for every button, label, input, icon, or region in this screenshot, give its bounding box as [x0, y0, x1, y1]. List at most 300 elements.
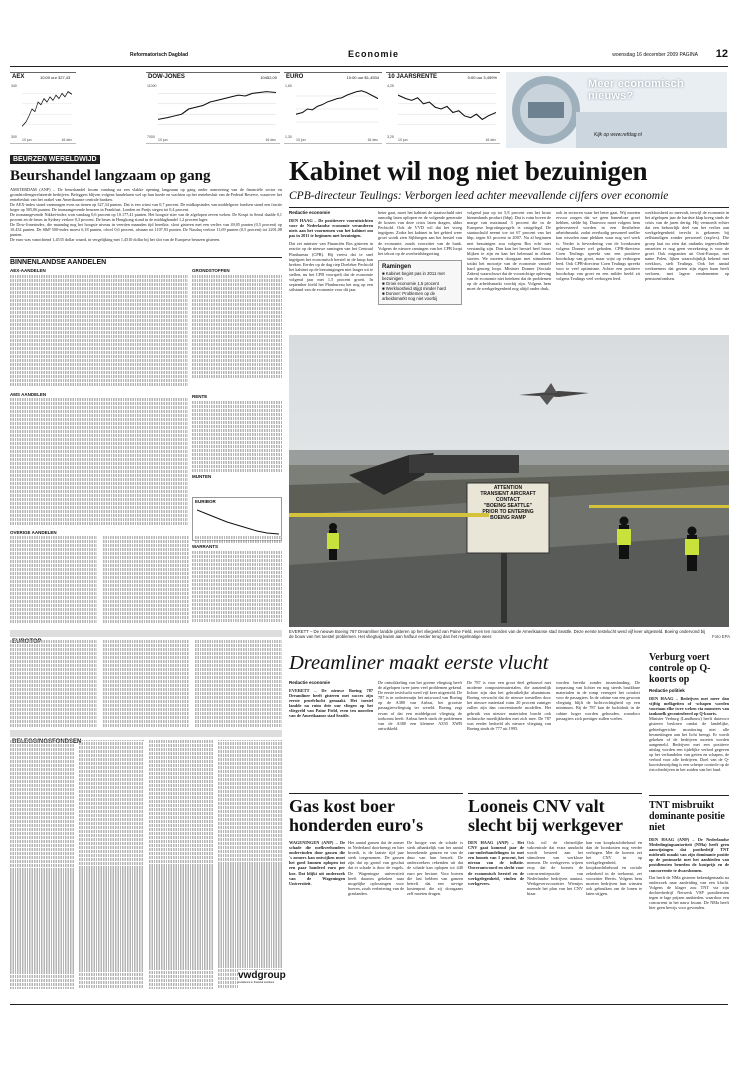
table-row	[10, 600, 97, 603]
table-row	[10, 359, 188, 362]
y-tick: 3,25	[387, 135, 394, 139]
table-row	[79, 985, 143, 988]
table-row	[149, 923, 213, 926]
ramingen-item: ■ Werkloosheid stijgt minder hard	[382, 285, 446, 291]
table-row	[10, 347, 188, 350]
page-date: woensdag 16 december 2009 PAGINA	[612, 52, 698, 58]
table-row	[218, 889, 282, 892]
main-headline: Kabinet wil nog niet bezuinigen	[289, 156, 648, 186]
table-row	[149, 911, 213, 914]
table-row	[10, 454, 188, 457]
table-row	[10, 644, 97, 647]
table-row	[192, 579, 282, 582]
table-row	[10, 482, 188, 485]
main-col-4	[556, 210, 640, 330]
table-row	[10, 572, 97, 575]
chart-plot	[398, 83, 496, 135]
table-row	[10, 564, 97, 567]
table-row	[10, 327, 188, 330]
table-row	[218, 893, 282, 896]
table-row	[79, 889, 143, 892]
eurotop-table	[10, 640, 282, 728]
photo-image	[289, 335, 729, 627]
table-row	[10, 792, 74, 795]
table-row	[103, 684, 190, 687]
table-row	[195, 684, 282, 687]
table-row	[103, 564, 190, 567]
table-row	[103, 600, 190, 603]
chart-value: 10:00 uur $1,4534	[346, 75, 379, 80]
table-row	[192, 417, 282, 420]
table-row	[192, 283, 282, 286]
table-row	[103, 652, 190, 655]
table-row	[218, 774, 282, 777]
chart-aex	[10, 72, 76, 144]
dreamliner-photo	[289, 335, 729, 627]
table-row	[10, 576, 97, 579]
table-row	[192, 303, 282, 306]
table-row	[79, 897, 143, 900]
table-row	[218, 802, 282, 805]
table-row	[218, 953, 282, 956]
main-col-5	[645, 210, 729, 330]
markets-paragraph: De AEX-index stond vanmorgen even na tienen op 327,34 punten. Dat is een winst van 0,7 procent. De midkapsindex van middelgrote fondsen stond een fractie hoger op 505,06 punten. De toonaangevende beurzen in Frankfurt, Londen en Parijs stegen tot 0,4 procent.	[10, 202, 282, 212]
table-row	[218, 770, 282, 773]
table-row	[192, 295, 282, 298]
table-row	[103, 712, 190, 715]
table-row	[103, 536, 190, 539]
euribor-line	[197, 506, 279, 538]
table-row	[79, 881, 143, 884]
table-row	[79, 742, 143, 745]
table-row	[103, 668, 190, 671]
table-row	[10, 335, 188, 338]
warrants-title: WARRANTS	[192, 544, 218, 549]
ad-footer[interactable]: Kijk op www.refdag.nl	[594, 132, 642, 138]
table-row	[192, 599, 282, 602]
table-row	[192, 291, 282, 294]
table-row	[10, 824, 74, 827]
sidebar-tnt	[649, 800, 729, 1000]
q-body: Minister Verburg (Landbouw) heeft daarvoor gisteren besloten omdat de landelijke, gebiedsgerichte monitoring niet alle besmettingen aan het licht brengt. Er wordt gekeken of de bedrijven moeten worden aangemeld. Bedrijven met een positieve uitslag worden een tijdelijke verbod gegeven op het verhandelen van geiten en schapen, de verbod voor alle bedrijven. Doel van de Q-koortsbestrijding is een scherpe controle op de risicobedrijven in het zuiden van het land.	[649, 716, 729, 773]
table-row	[149, 760, 213, 763]
table-row	[218, 949, 282, 952]
table-row	[10, 311, 188, 314]
ams-table	[10, 398, 188, 528]
table-row	[10, 490, 188, 493]
table-row	[149, 784, 213, 787]
table-row	[10, 784, 74, 787]
y-tick: 300	[11, 135, 17, 139]
table-row	[195, 664, 282, 667]
table-row	[149, 780, 213, 783]
table-row	[149, 951, 213, 954]
gas-col-2	[348, 840, 404, 998]
table-row	[218, 834, 282, 837]
table-row	[195, 704, 282, 707]
table-row	[103, 568, 190, 571]
table-row	[192, 465, 282, 468]
table-row	[10, 708, 97, 711]
table-row	[192, 405, 282, 408]
table-row	[218, 913, 282, 916]
table-row	[10, 951, 74, 954]
table-row	[10, 375, 188, 378]
cnv-col-1	[468, 840, 524, 998]
table-row	[192, 371, 282, 374]
table-row	[10, 868, 74, 871]
table-row	[10, 315, 188, 318]
sidebar-q-koorts	[649, 652, 729, 792]
table-row	[10, 656, 97, 659]
table-row	[192, 571, 282, 574]
markets-headline: Beurshandel langzaam op gang	[10, 168, 211, 184]
table-row	[192, 559, 282, 562]
table-row	[10, 608, 97, 611]
table-row	[103, 708, 190, 711]
table-row	[10, 927, 74, 930]
dreamliner-col-2	[378, 680, 462, 790]
table-row	[10, 852, 74, 855]
x-tick: 16 dec	[485, 138, 496, 142]
table-row	[103, 548, 190, 551]
table-row	[10, 915, 74, 918]
table-row	[195, 700, 282, 703]
dreamliner-col-1	[289, 680, 373, 790]
table-row	[103, 540, 190, 543]
sign-line: TRANSIENT AIRCRAFT	[480, 491, 536, 497]
table-row	[149, 764, 213, 767]
table-row	[192, 619, 282, 622]
table-row	[195, 668, 282, 671]
table-row	[10, 668, 97, 671]
table-row	[149, 840, 213, 843]
table-row	[10, 604, 97, 607]
table-row	[192, 445, 282, 448]
table-row	[10, 800, 74, 803]
table-row	[218, 917, 282, 920]
chart-plot	[296, 83, 378, 135]
table-row	[79, 770, 143, 773]
table-row	[218, 957, 282, 960]
table-row	[195, 656, 282, 659]
table-row	[10, 788, 74, 791]
table-row	[218, 941, 282, 944]
table-row	[10, 812, 74, 815]
x-tick: 10 jun	[296, 138, 306, 142]
table-row	[10, 748, 74, 751]
binnenland-title: BINNENLANDSE AANDELEN	[10, 259, 107, 266]
table-row	[103, 660, 190, 663]
table-row	[10, 323, 188, 326]
table-row	[192, 425, 282, 428]
table-row	[10, 502, 188, 505]
table-row	[195, 692, 282, 695]
eurotop-band	[10, 630, 282, 637]
table-row	[10, 287, 188, 290]
rente-table	[192, 394, 282, 494]
table-row	[10, 975, 74, 978]
ramingen-item: ■ Donner: Problemen op de arbeidsmarkt nog niet voorbij	[382, 290, 438, 301]
table-row	[149, 903, 213, 906]
table-row	[149, 931, 213, 934]
table-row	[195, 676, 282, 679]
table-row	[195, 724, 282, 727]
table-row	[218, 838, 282, 841]
table-row	[10, 307, 188, 310]
main-text-col3: volgend jaar op tot 5,8 procent van het bruto binnenlands product (bbp). Dat is ruim boven de marge van maximaal 3 procent die in de Europese begrotingsregels is vastgelegd. De staatsschuld neemt toe tot 67 procent van het bbp, tegen 63 procent in 2007. Nu al beginnen met bezuinigen zou volgens Bos echt niet verstandig zijn. Dan kan het herstel heel broos blijken te zijn en kan het helemaal in elkaar storten. We moeten doorgaan met stimuleren totdat het motortje van de economie vanzelf hard genoeg loopt. Minister Donner (Sociale Zaken) waarschuwt dat de voorzichtige opleving van de economie niet betekent dat de problemen op de arbeidsmarkt voorbij zijn. Volgens hem moet de werkgelegenheid nog altijd onder druk,	[467, 210, 551, 292]
table-row	[103, 676, 190, 679]
header-rule	[10, 66, 728, 67]
newspaper-name: Reformatorisch Dagblad	[130, 52, 189, 58]
table-row	[10, 406, 188, 409]
table-row	[10, 923, 74, 926]
markets-story	[10, 148, 282, 242]
y-tick: 1,60	[285, 84, 292, 88]
table-row	[218, 790, 282, 793]
main-col-3	[467, 210, 551, 330]
table-row	[149, 832, 213, 835]
table-row	[79, 786, 143, 789]
x-tick: 16 dec	[265, 138, 276, 142]
table-row	[79, 973, 143, 976]
rente-title: RENTE	[192, 394, 208, 399]
table-row	[192, 307, 282, 310]
y-tick: 4,25	[387, 84, 394, 88]
dreamliner-col-4	[556, 680, 640, 790]
table-row	[149, 979, 213, 982]
table-row	[149, 971, 213, 974]
table-row	[10, 540, 97, 543]
chart-title: DOW-JONES	[148, 74, 185, 80]
tnt-body: Dat heeft de NMa gisteren bekendgemaakt na onderzoek naar aanleiding van een klacht. Volgens de klager zou TNT via zijn dochterbedrijf Netwerk VSP postdiensten tegen te lage prijzen aanbieden, waardoor een concurrent in het nauw kwam. De NMa heeft hier geen bewijs voor gevonden.	[649, 874, 729, 911]
aex-table	[10, 275, 188, 390]
table-row	[192, 595, 282, 598]
table-row	[195, 640, 282, 643]
table-row	[218, 742, 282, 745]
table-row	[218, 766, 282, 769]
table-row	[195, 680, 282, 683]
table-row	[79, 814, 143, 817]
table-row	[218, 786, 282, 789]
table-row	[79, 893, 143, 896]
table-row	[79, 842, 143, 845]
dreamliner-byline: Redactie economie	[289, 680, 331, 685]
table-row	[192, 279, 282, 282]
table-row	[103, 604, 190, 607]
table-row	[10, 588, 97, 591]
table-row	[192, 461, 282, 464]
table-row	[218, 881, 282, 884]
table-row	[103, 544, 190, 547]
x-tick: 10 jun	[398, 138, 408, 142]
main-byline: Redactie economie	[289, 210, 331, 215]
table-row	[10, 883, 74, 886]
sign-line: CONTACT	[495, 497, 521, 503]
table-row	[192, 327, 282, 330]
table-row	[195, 720, 282, 723]
main-text-col1: Dat zei minister van Financiën Bos gisteren in reactie op de nieuwe ramingen van het Centraal Planbureau (CPB). Hij vreest dat te snel ingrijpen het economisch herstel in de knop kan breken. Eerder op de dag riep Doeleker Pechtold het kabinet op de bezuinigingen niet langer uit te stellen, nu het CPB voorspelt dat de economie volgend jaar met 1,5 procent groeit. In september hield het Planbureau het nog op een stilstand van de economie voor dit jaar.	[289, 241, 373, 293]
footer-rule	[10, 1004, 728, 1005]
table-row	[192, 555, 282, 558]
table-row	[149, 883, 213, 886]
table-row	[192, 401, 282, 404]
table-row	[10, 299, 188, 302]
table-row	[218, 869, 282, 872]
sign-line: BOEING RAMP	[490, 515, 526, 521]
table-row	[10, 724, 97, 727]
table-row	[10, 772, 74, 775]
table-row	[192, 421, 282, 424]
table-row	[10, 680, 97, 683]
table-row	[218, 846, 282, 849]
table-row	[192, 375, 282, 378]
table-row	[10, 871, 74, 874]
table-row	[10, 891, 74, 894]
table-row	[192, 409, 282, 412]
table-row	[10, 860, 74, 863]
cnv-text: Ook wil de christelijke vakcentrale dat extra aandacht wordt besteed aan het stimuleren van werkloze mensen. De werkgevers wijzen erop dat de looneis de concurrentiepositie van Nederlandse bedrijven aantast. Werkgeversvoorzitter Wientjes noemde het plan van het CNV bizar.	[527, 840, 583, 896]
table-row	[218, 794, 282, 797]
table-row	[79, 877, 143, 880]
table-row	[192, 311, 282, 314]
table-row	[10, 887, 74, 890]
table-row	[79, 981, 143, 984]
table-row	[149, 860, 213, 863]
table-row	[103, 552, 190, 555]
tnt-intro: DEN HAAG (ANP) – De Nederlandse Mededingingsautoriteit (NMa) heeft geen aanwijzingen dat postbedrijf TNT misbruik maakt van zijn dominante positie op de postmarkt met het aanbieden van postdiensten beneden de kostprijs en de concurrentie te dwarsbomen.	[649, 837, 729, 873]
table-row	[10, 510, 188, 513]
ad-refdag[interactable]	[506, 72, 727, 148]
table-row	[79, 754, 143, 757]
table-row	[79, 826, 143, 829]
table-row	[10, 486, 188, 489]
table-row	[192, 347, 282, 350]
table-row	[10, 612, 97, 615]
table-row	[218, 750, 282, 753]
table-row	[103, 572, 190, 575]
table-row	[103, 688, 190, 691]
x-tick: 10 jun	[22, 138, 32, 142]
table-row	[79, 977, 143, 980]
table-row	[218, 818, 282, 821]
table-row	[149, 772, 213, 775]
table-row	[218, 945, 282, 948]
table-row	[10, 494, 188, 497]
table-row	[103, 692, 190, 695]
table-row	[103, 656, 190, 659]
markets-paragraph: De euro was vanochtend 1,4535 dollar waard, in vergelijking met 1,4510 dollar bij het slot van de Europese beurzen gisteren.	[10, 237, 221, 242]
table-row	[192, 563, 282, 566]
gas-rule	[289, 793, 463, 794]
table-row	[103, 696, 190, 699]
tnt-headline: TNT misbruikt dominante positie niet	[649, 800, 725, 833]
table-row	[192, 363, 282, 366]
table-row	[103, 560, 190, 563]
table-row	[149, 943, 213, 946]
table-row	[79, 798, 143, 801]
table-row	[218, 806, 282, 809]
table-row	[149, 776, 213, 779]
table-row	[149, 812, 213, 815]
cnv-rule	[468, 793, 642, 794]
table-row	[10, 438, 188, 441]
x-tick: 10 jun	[158, 138, 168, 142]
tables-rule	[10, 257, 282, 258]
table-row	[192, 339, 282, 342]
table-row	[10, 379, 188, 382]
indices-table	[192, 268, 282, 390]
table-row	[10, 780, 74, 783]
table-row	[149, 907, 213, 910]
table-row	[149, 887, 213, 890]
table-row	[79, 750, 143, 753]
table-row	[192, 551, 282, 554]
table-row	[149, 756, 213, 759]
table-row	[10, 760, 74, 763]
table-row	[10, 552, 97, 555]
table-row	[79, 866, 143, 869]
table-row	[79, 762, 143, 765]
table-row	[79, 746, 143, 749]
table-row	[10, 355, 188, 358]
grondstoffen-title: GRONDSTOFFEN	[192, 268, 230, 273]
table-row	[218, 854, 282, 857]
fondsen-table	[10, 740, 286, 1000]
table-row	[149, 800, 213, 803]
table-row	[192, 603, 282, 606]
table-row	[10, 756, 74, 759]
table-row	[218, 965, 282, 968]
table-row	[195, 536, 282, 539]
chart-euro	[284, 72, 382, 144]
table-row	[10, 367, 188, 370]
gas-text: Het aantal gassen dat de zomer in Nederland doorbrengt en hier broedt, is de laatste tijd jaar sterk toegenomen. De gassen zijn dat op grond van geschat dat er schade is door de vogels. De Wageningse universiteit heeft daarom gekeken naar mogelijke oplossingen voor boeren, zoals verbetering van de graslanden.	[348, 840, 404, 896]
table-row	[79, 869, 143, 872]
table-row	[10, 744, 74, 747]
table-row	[10, 596, 97, 599]
table-row	[192, 453, 282, 456]
table-row	[10, 676, 97, 679]
table-row	[192, 449, 282, 452]
table-row	[10, 568, 97, 571]
table-row	[79, 782, 143, 785]
gas-intro: WAGENINGEN (ANP) – De schade die melkveehouders ondervinden door gassen die 's zomers kan ontwijken moet het goed kunnen oplopen tot een paar honderd euro per koe. Dat blijkt uit onderzoek van de Wageningen Universiteit.	[289, 840, 345, 886]
table-row	[10, 664, 97, 667]
table-row	[103, 664, 190, 667]
table-row	[218, 798, 282, 801]
euribor-title: EURIBOR	[195, 499, 216, 504]
table-row	[10, 462, 188, 465]
dreamliner-col-3	[467, 680, 551, 790]
table-row	[10, 402, 188, 405]
table-row	[218, 778, 282, 781]
table-row	[10, 371, 188, 374]
table-row	[79, 965, 143, 968]
table-row	[10, 414, 188, 417]
table-row	[103, 588, 190, 591]
sidebar-rule	[649, 795, 729, 796]
main-col-1	[289, 210, 373, 292]
table-row	[218, 754, 282, 757]
page-number: 12	[715, 48, 728, 60]
main-text-col4: ook in sectoren waar het beter gaat. Wij moeten ervoor zorgen dat we geen banenloze groei hebben, stelde hij. Daarvoor moet volgens hem geïnvesteerd worden in een flexibelere arbeidsmarkt, zodat overbodig personeel sneller kan wisselen naar plekken waar nog wel werk is. Verder is bevordering van de loonkosten volgens Donner wel geboden. CPB-directeur Coen Teulings spreekt van een positieve boodschap van groei, maar wijst op verborgen leed. Ook CPB-directeur Coen Teulings spreekt voor te veel optimisme. Achter een positieve boodschap van groei en een milder beeld zit volgens Teulings veel verborgen leed.	[556, 210, 640, 282]
table-row	[192, 457, 282, 460]
dreamliner-text: De ontwikkeling van het groene vliegtuig heeft de afgelopen twee jaren veel problemen gekend. De eerste testvlucht werd vijf keer uitgesteld. De 787 is in ordertermijn het antwoord van Boeing op de A380 van Airbus, het grootste passagiersvliegtuig ter wereld. Boeing zegt ervan af dat een middelgroot vliegtuig de toekomst heeft. Airbus heeft sinds de problemen van de A380 een kleinere A350 XWB ontwikkeld.	[378, 680, 462, 731]
table-row	[218, 810, 282, 813]
ramingen-box	[378, 260, 462, 305]
table-row	[79, 846, 143, 849]
